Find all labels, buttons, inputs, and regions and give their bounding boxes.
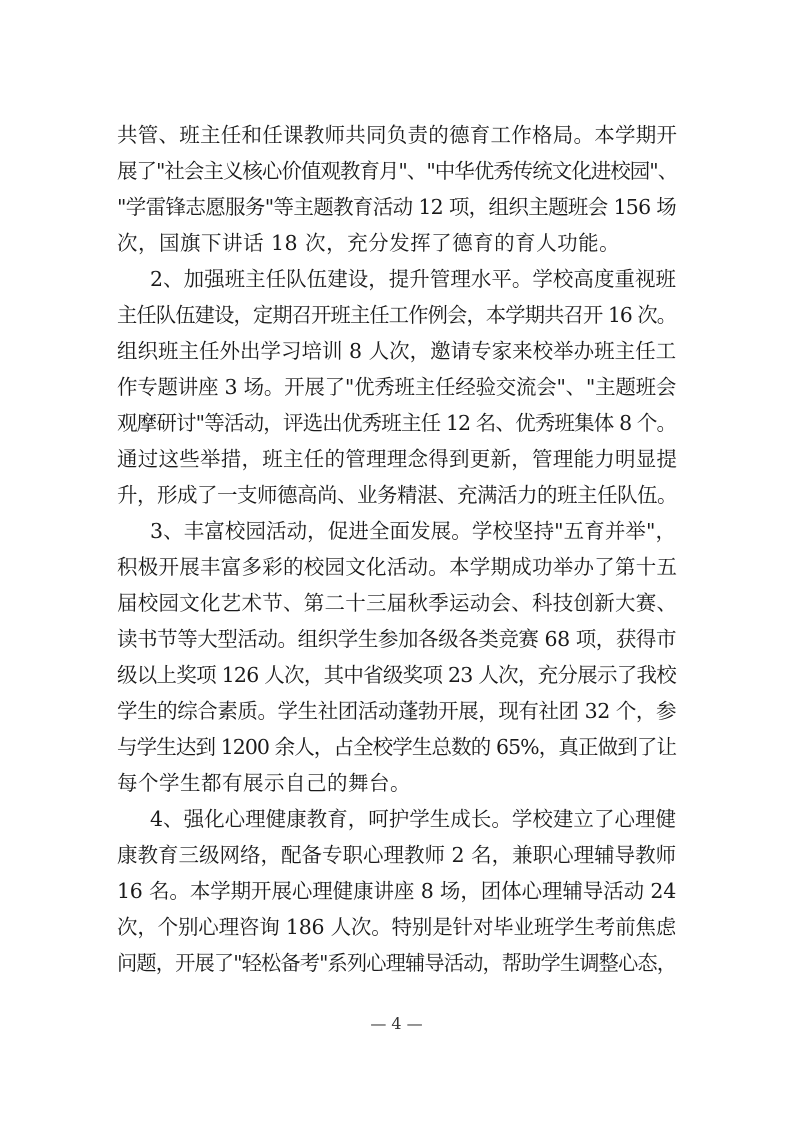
text-line: 级以上奖项 126 人次，其中省级奖项 23 人次，充分展示了我校 [117,663,676,687]
text-line: 作专题讲座 3 场。开展了"优秀班主任经验交流会"、"主题班会 [117,375,677,399]
text-line: 主任队伍建设，定期召开班主任工作例会，本学期共召开 16 次。 [117,303,676,327]
text-line: 届校园文化艺术节、第二十三届秋季运动会、科技创新大赛、 [117,591,678,615]
page-number: — 4 — [370,1014,423,1033]
text-line: 16 名。本学期开展心理健康讲座 8 场，团体心理辅导活动 24 [117,879,676,903]
paragraph-start-line: 3、丰富校园活动，促进全面发展。学校坚持"五育并举"， [150,519,676,543]
text-line: 读书节等大型活动。组织学生参加各级各类竞赛 68 项，获得市 [117,627,676,651]
text-line: 组织班主任外出学习培训 8 人次，邀请专家来校举办班主任工 [117,339,677,363]
text-line: 展了"社会主义核心价值观教育月"、"中华优秀传统文化进校园"、 [117,159,678,183]
text-line: "学雷锋志愿服务"等主题教育活动 12 项，组织主题班会 156 场 [117,195,676,219]
text-line: 通过这些举措，班主任的管理理念得到更新，管理能力明显提 [117,447,678,471]
paragraph-start-line: 4、强化心理健康教育，呵护学生成长。学校建立了心理健 [150,807,676,831]
text-line: 次，国旗下讲话 18 次，充分发挥了德育的育人功能。 [117,231,621,255]
text-line: 康教育三级网络，配备专职心理教师 2 名，兼职心理辅导教师 [117,843,677,867]
text-line: 每个学生都有展示自己的舞台。 [117,771,411,795]
text-line: 积极开展丰富多彩的校园文化活动。本学期成功举办了第十五 [117,555,678,579]
text-line: 与学生达到 1200 余人，占全校学生总数的 65%，真正做到了让 [117,735,676,759]
text-line: 共管、班主任和任课教师共同负责的德育工作格局。本学期开 [117,123,678,147]
text-line: 观摩研讨"等活动，评选出优秀班主任 12 名、优秀班集体 8 个。 [117,411,676,435]
text-line: 问题，开展了"轻松备考"系列心理辅导活动，帮助学生调整心态， [117,951,676,975]
text-line: 升，形成了一支师德高尚、业务精湛、充满活力的班主任队伍。 [117,483,677,507]
text-line: 学生的综合素质。学生社团活动蓬勃开展，现有社团 32 个，参 [117,699,676,723]
paragraph-start-line: 2、加强班主任队伍建设，提升管理水平。学校高度重视班 [150,267,676,291]
text-line: 次，个别心理咨询 186 人次。特别是针对毕业班学生考前焦虑 [117,915,676,939]
